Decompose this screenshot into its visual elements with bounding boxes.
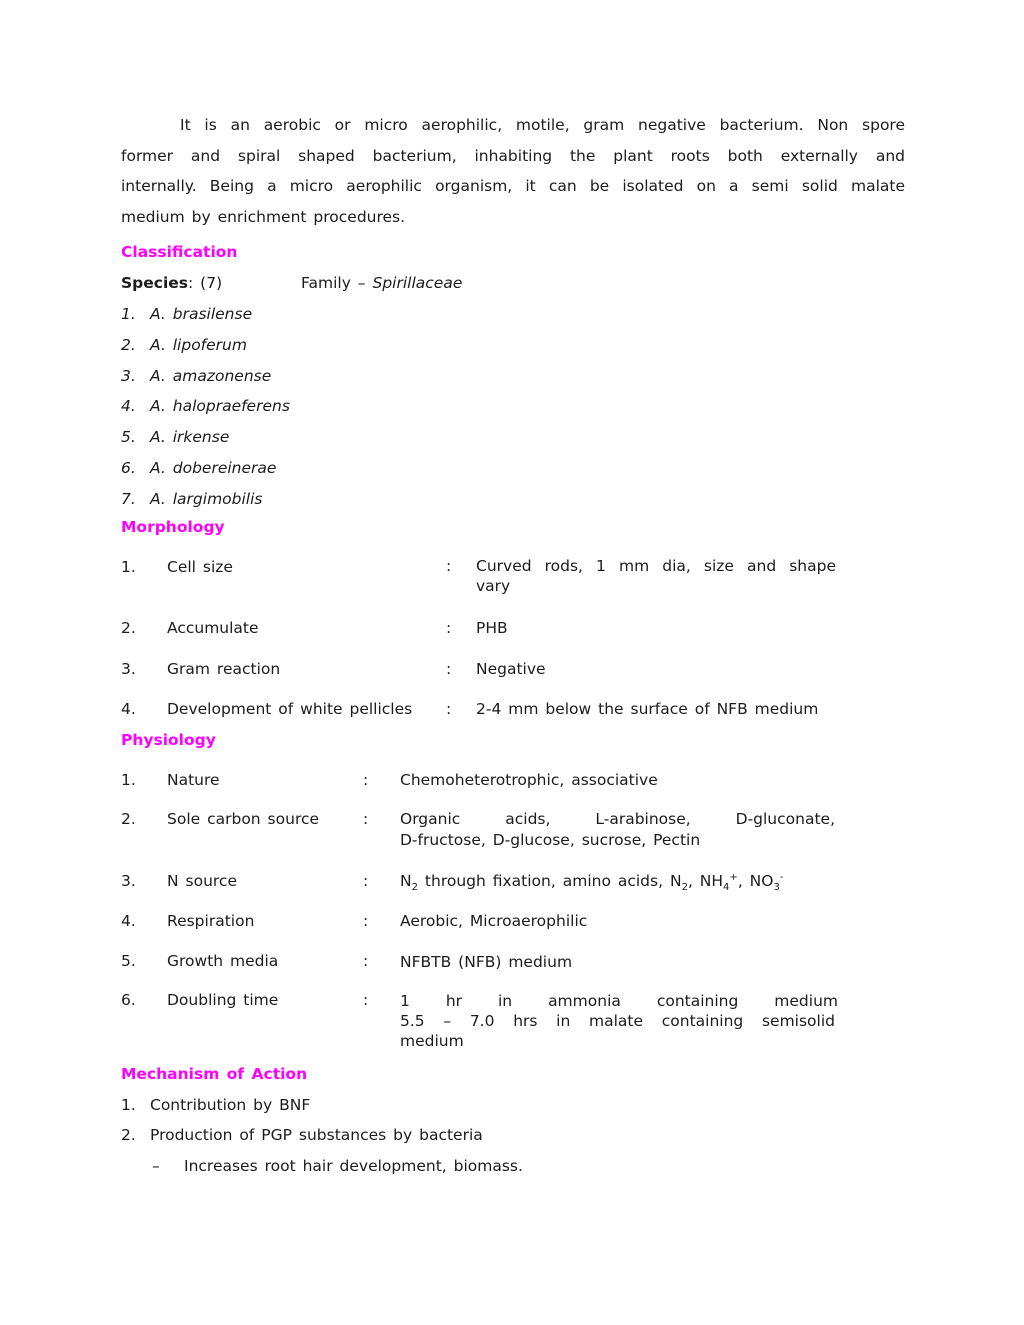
phys-value: NFBTB (NFB) medium [400, 953, 573, 971]
phys-separator: : [363, 810, 369, 828]
species-number: 4. [121, 397, 136, 415]
intro-line-1: It is an aerobic or micro aerophilic, motile, gram negative bacterium. Non spore [180, 116, 905, 134]
intro-line-2: former and spiral shaped bacterium, inhabiting the plant roots both externally and [121, 147, 905, 165]
formula-superscript: + [729, 871, 738, 883]
morph-num: 3. [121, 660, 136, 678]
phys-value-continued: medium [400, 1032, 464, 1050]
phys-separator: : [363, 771, 369, 789]
species-number: 1. [121, 305, 136, 323]
species-name: A. brasilense [150, 305, 253, 323]
mechanism-heading: Mechanism of Action [121, 1065, 308, 1083]
formula-text: , NH [687, 872, 724, 890]
phys-value-nsource [400, 871, 784, 894]
physiology-heading: Physiology [121, 731, 216, 749]
morph-value: PHB [476, 619, 508, 637]
phys-num: 2. [121, 810, 136, 828]
phys-separator: : [363, 991, 369, 1009]
formula-superscript: - [779, 871, 784, 883]
phys-num: 6. [121, 991, 136, 1009]
phys-separator: : [363, 952, 369, 970]
family-label: Family – [301, 274, 366, 292]
morph-value: 2-4 mm below the surface of NFB medium [476, 700, 819, 718]
phys-value: Chemoheterotrophic, associative [400, 771, 658, 789]
classification-heading: Classification [121, 243, 238, 261]
mechanism-number: 1. [121, 1096, 136, 1114]
formula-text: through fixation, amino acids, N [417, 872, 682, 890]
formula-text: N [400, 872, 412, 890]
species-name: A. lipoferum [150, 336, 247, 354]
morph-num: 1. [121, 558, 136, 576]
phys-value: Organic acids, L-arabinose, D-gluconate, [400, 810, 835, 828]
phys-separator: : [363, 912, 369, 930]
phys-label: Nature [167, 771, 220, 789]
mechanism-item [121, 1096, 311, 1114]
species-item [121, 490, 263, 508]
phys-label: N source [167, 872, 237, 890]
species-name: A. halopraeferens [150, 397, 290, 415]
phys-label: Sole carbon source [167, 810, 320, 828]
morph-separator: : [446, 660, 452, 678]
mechanism-text: Contribution by BNF [150, 1096, 311, 1114]
formula-subscript: 3 [773, 882, 780, 894]
morph-label: Cell size [167, 558, 233, 576]
formula-subscript: 4 [723, 882, 730, 894]
species-number: 6. [121, 459, 136, 477]
formula-subscript: 2 [411, 882, 418, 894]
species-item [121, 428, 230, 446]
mechanism-text: Production of PGP substances by bacteria [150, 1126, 483, 1144]
species-number: 5. [121, 428, 136, 446]
morph-label: Accumulate [167, 619, 259, 637]
morph-num: 4. [121, 700, 136, 718]
phys-label: Respiration [167, 912, 255, 930]
mechanism-item [121, 1126, 483, 1144]
phys-value: Aerobic, Microaerophilic [400, 912, 588, 930]
mechanism-number: 2. [121, 1126, 136, 1144]
species-item [121, 459, 277, 477]
phys-separator: : [363, 872, 369, 890]
morph-value: Negative [476, 660, 546, 678]
species-number: 3. [121, 367, 136, 385]
formula-text: , NO [737, 872, 774, 890]
species-name: A. amazonense [150, 367, 272, 385]
phys-num: 4. [121, 912, 136, 930]
species-item [121, 336, 247, 354]
phys-value-continued: D-fructose, D-glucose, sucrose, Pectin [400, 831, 701, 849]
species-label: Species [121, 274, 189, 292]
mechanism-subitem-text: Increases root hair development, biomass. [184, 1157, 523, 1175]
morph-separator: : [446, 619, 452, 637]
species-name: A. largimobilis [150, 490, 263, 508]
phys-label: Growth media [167, 952, 279, 970]
phys-num: 5. [121, 952, 136, 970]
morph-separator: : [446, 700, 452, 718]
family-line [301, 274, 462, 292]
species-item [121, 397, 290, 415]
species-name: A. dobereinerae [150, 459, 277, 477]
phys-label: Doubling time [167, 991, 279, 1009]
phys-num: 1. [121, 771, 136, 789]
phys-value-continued: 5.5 – 7.0 hrs in malate containing semisolid [400, 1012, 835, 1030]
morph-label: Gram reaction [167, 660, 281, 678]
species-number: 7. [121, 490, 136, 508]
dash-bullet: – [152, 1157, 160, 1175]
mechanism-subitem [152, 1157, 523, 1175]
intro-line-3: internally. Being a micro aerophilic organism, it can be isolated on a semi solid malate [121, 177, 905, 195]
morph-value-continued: vary [476, 577, 511, 595]
phys-num: 3. [121, 872, 136, 890]
phys-value: 1 hr in ammonia containing medium [400, 992, 838, 1010]
species-item [121, 367, 272, 385]
morph-value: Curved rods, 1 mm dia, size and shape [476, 557, 836, 575]
morph-num: 2. [121, 619, 136, 637]
species-count-line [121, 274, 222, 292]
species-number: 2. [121, 336, 136, 354]
formula-subscript: 2 [681, 882, 688, 894]
species-count: : (7) [188, 274, 223, 292]
species-name: A. irkense [150, 428, 230, 446]
species-item [121, 305, 253, 323]
morph-separator: : [446, 557, 452, 575]
family-name: Spirillaceae [372, 274, 463, 292]
morphology-heading: Morphology [121, 518, 225, 536]
morph-label: Development of white pellicles [167, 700, 413, 718]
intro-line-4: medium by enrichment procedures. [121, 208, 406, 226]
